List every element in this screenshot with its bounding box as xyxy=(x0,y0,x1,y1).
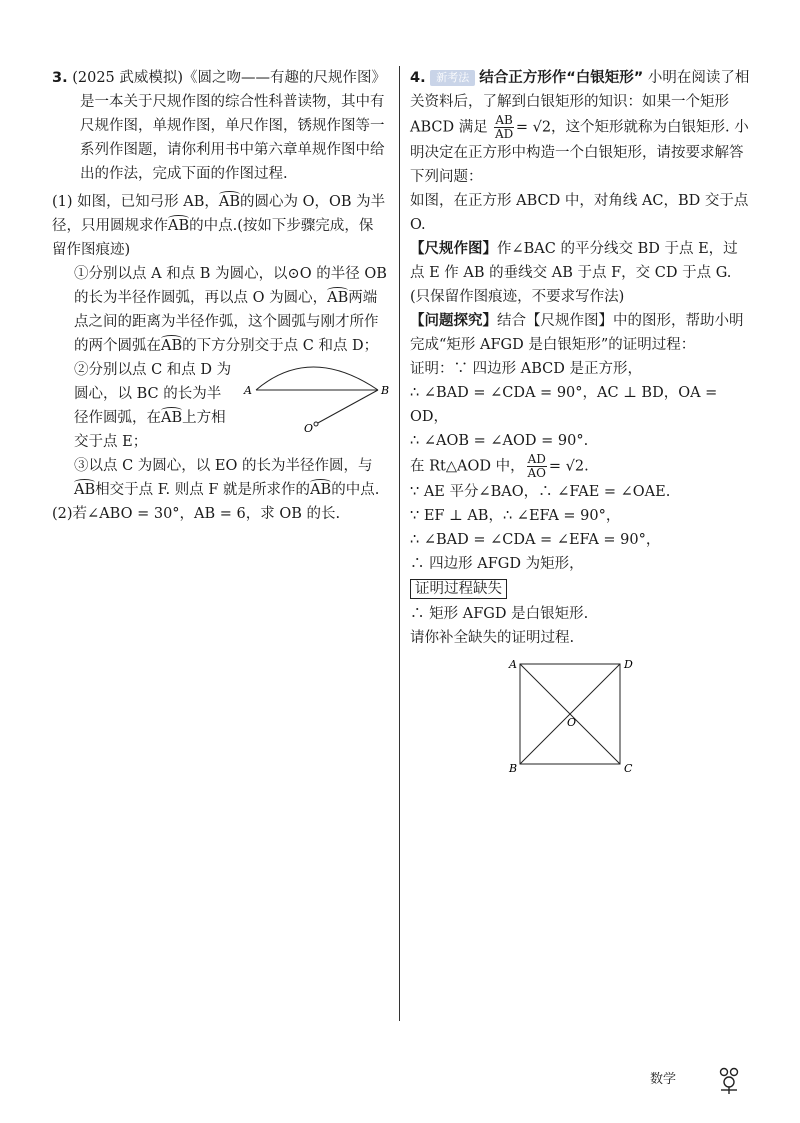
proof-line-6: ∵ EF ⊥ AB，∴ ∠EFA = 90°， xyxy=(410,508,621,524)
q3-intro: 3. (2025 武威模拟)《圆之吻——有趣的尺规作图》是一本关于尺规作图的综合性科普读物，其中有尺规作图，单规作图，单尺作图，锈规作图等一系列作图题，请你利用书中第六章单规作图中给出的作法，完成下面的作图过程. xyxy=(52,70,387,182)
fraction-ad-ao: $\frac{AD}{AO}$ xyxy=(527,452,547,480)
sq-label-c: C xyxy=(624,762,633,775)
proof-line-3: ∴ ∠AOB = ∠AOD = 90°. xyxy=(410,433,589,449)
q3-figure xyxy=(242,354,402,444)
proof-line-1: 证明：∵ 四边形 ABCD 是正方形， xyxy=(410,361,642,377)
new-method-badge: 新考法 xyxy=(430,70,475,86)
arc-ab: AB xyxy=(168,218,190,234)
q3-step2: ②分别以点 C 和点 D 为圆心，以 BC 的长为半径作圆弧，在AB上方相交于点 E； xyxy=(74,362,232,450)
q3-part1: (1) 如图，已知弓形 AB，AB的圆心为 O，OB 为半径，只用圆规求作AB的中点.(按如下步骤完成，保留作图痕迹) xyxy=(52,194,386,258)
proof-line-5: ∵ AE 平分∠BAO，∴ ∠FAE = ∠OAE. xyxy=(410,484,671,500)
q4-ask: 请你补全缺失的证明过程. xyxy=(410,630,575,646)
sq-label-o: O xyxy=(567,716,577,729)
fig-label-o: O xyxy=(304,422,314,435)
q3-step2-block xyxy=(52,358,390,454)
footer-subject: 数学 xyxy=(650,1072,677,1087)
fig-label-b: B xyxy=(381,384,390,397)
q4-explore: 【问题探究】结合【尺规作图】中的图形，帮助小明完成“矩形 AFGD 是白银矩形”的证明过程： xyxy=(410,313,744,353)
sq-label-d: D xyxy=(624,658,633,671)
arc-ab: AB xyxy=(218,194,241,210)
q4-number: 4. xyxy=(410,70,426,86)
proof-line-7: ∴ ∠BAD = ∠CDA = ∠EFA = 90°， xyxy=(410,532,661,548)
q3-number: 3. xyxy=(52,70,68,86)
missing-proof-box: 证明过程缺失 xyxy=(410,579,507,599)
proof-line-2: ∴ ∠BAD = ∠CDA = 90°，AC ⊥ BD，OA = OD， xyxy=(410,385,718,425)
q4-setup: 如图，在正方形 ABCD 中，对角线 AC，BD 交于点 O. xyxy=(410,193,749,233)
mascot-icon xyxy=(715,1066,743,1096)
q3-part2: (2)若∠ABO = 30°，AB = 6，求 OB 的长. xyxy=(52,506,341,522)
sq-label-a: A xyxy=(509,658,517,671)
q4-square-figure xyxy=(505,656,645,776)
q4-intro: 4. 新考法 结合正方形作“白银矩形” 小明在阅读了相关资料后，了解到白银矩形的知识：如果一个矩形 ABCD 满足 $\frac{AB}{AD}$ = √2，这个矩形就称为白银矩形. 小明决定在正方形中构造一个白银矩形，请按要求解答下列问题： xyxy=(410,70,750,185)
q3-step3: ③以点 C 为圆心，以 EO 的长为半径作圆，与AB相交于点 F. 则点 F 就是所求作的AB的中点. xyxy=(74,458,380,498)
fraction-ab-ad: $\frac{AB}{AD}$ xyxy=(494,113,514,141)
q4-draw: 【尺规作图】作∠BAC 的平分线交 BD 于点 E，过点 E 作 AB 的垂线交 AB 于点 F，交 CD 于点 G.(只保留作图痕迹，不要求写作法) xyxy=(410,241,738,305)
q3-step1: ①分别以点 A 和点 B 为圆心，以⊙O 的半径 OB 的长为半径作圆弧，再以点 O 为圆心，AB两端点之间的距离为半径作弧，这个圆弧与刚才所作的两个圆弧在AB的下方分别交于点 C 和点 D； xyxy=(74,266,387,354)
question-4 xyxy=(410,66,750,776)
column-divider xyxy=(399,66,400,1021)
q4-title: 结合正方形作“白银矩形” xyxy=(479,70,644,86)
question-3 xyxy=(52,66,390,526)
proof-line-9: ∴ 矩形 AFGD 是白银矩形. xyxy=(410,606,589,622)
sq-label-b: B xyxy=(509,762,518,775)
proof-line-8: ∴ 四边形 AFGD 为矩形， xyxy=(410,556,584,572)
fig-label-a: A xyxy=(244,384,252,397)
proof-line-4: 在 Rt△AOD 中， $\frac{AD}{AO}$ = √2. xyxy=(410,452,589,480)
